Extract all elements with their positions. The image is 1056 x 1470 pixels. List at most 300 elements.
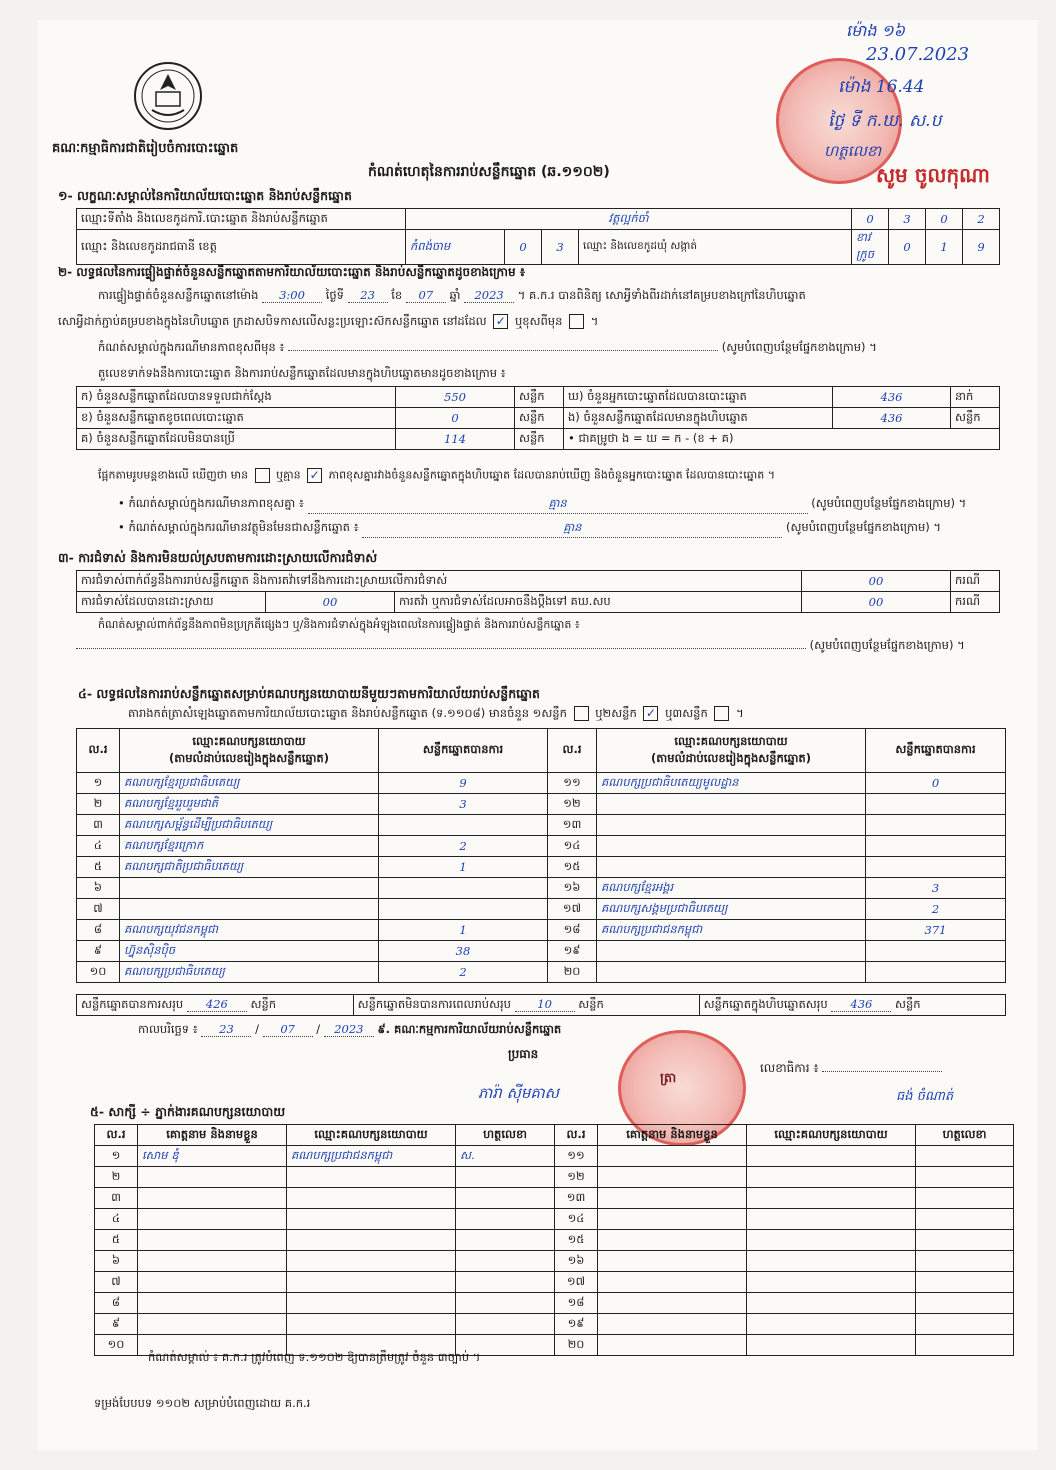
witness-row	[95, 1188, 1014, 1209]
witness-signature[interactable]	[916, 1272, 1014, 1293]
witness-name	[138, 1314, 287, 1335]
witness-number: ៩	[95, 1314, 138, 1335]
stamp-time: ម៉ោង 16.44	[838, 77, 925, 97]
s2-note2-hint: (សូមបំពេញបន្ថែមផ្នែកខាងក្រោម) ។	[811, 496, 967, 510]
result-row	[77, 836, 1006, 857]
s3-note-line	[76, 638, 1000, 655]
witness-party[interactable]	[747, 1146, 916, 1167]
party-number: ៦	[77, 878, 120, 899]
s2-note3-label: • កំណត់សម្គាល់ក្នុងករណីមានវត្ថុមិនមែនជាសន្លឹកឆ្នោត ៖	[118, 520, 359, 534]
s3-row2-unit: ករណី	[951, 592, 1000, 613]
result-row	[77, 878, 1006, 899]
party-name	[597, 962, 866, 983]
stamp-time-label: ម៉ោង ១៦	[846, 21, 905, 40]
party-name	[597, 857, 866, 878]
s2-intro: តួលេខទាក់ទងនឹងការបោះឆ្នោត និងការរាប់សន្លឹកឆ្នោតដែលមានក្នុងហិបឆ្នោតមានដូចខាងក្រោម ៖	[98, 366, 506, 380]
party-votes	[866, 962, 1006, 983]
witness-name[interactable]	[598, 1209, 747, 1230]
s1-commune: ខាវក្រូច	[852, 230, 889, 265]
seal-word: ត្រា	[660, 1071, 677, 1086]
nec-logo	[132, 60, 204, 132]
s2-row-b-value: 0	[396, 408, 515, 429]
w-col-sig: ហត្ថលេខា	[456, 1125, 555, 1146]
party-number: ៥	[77, 857, 120, 878]
party-number: ៧	[77, 899, 120, 920]
witness-signature[interactable]	[916, 1335, 1014, 1356]
s3-row1-unit: ករណី	[951, 571, 1000, 592]
s1-com-code1: 0	[889, 230, 926, 265]
col-party-sub-2: (តាមលំដាប់លេខរៀងក្នុងសន្លឹកឆ្នោត)	[651, 750, 811, 765]
stamp-signature: ហត្ថលេខា	[824, 142, 882, 160]
col-party-sub: (តាមលំដាប់លេខរៀងក្នុងសន្លឹកឆ្នោត)	[169, 750, 329, 765]
witness-name[interactable]	[598, 1146, 747, 1167]
result-row	[77, 941, 1006, 962]
date-year: 2023	[324, 1022, 374, 1037]
witness-name	[138, 1209, 287, 1230]
s2-year: 2023	[464, 288, 514, 303]
s3-row2-value-b: 00	[802, 592, 951, 613]
witness-party	[287, 1293, 456, 1314]
s2-row-c	[77, 429, 1000, 450]
party-name: គណបក្សប្រជាធិបតេយ្យមូលដ្ឋាន	[597, 773, 866, 794]
witness-party[interactable]	[747, 1314, 916, 1335]
one-sheet-checkbox[interactable]	[574, 706, 589, 721]
witness-row	[95, 1293, 1014, 1314]
party-name	[597, 836, 866, 857]
s2-row-c-value: 114	[396, 429, 515, 450]
s4-sub-c: ឬ៣សន្លឹក	[665, 706, 708, 720]
witness-signature[interactable]	[916, 1146, 1014, 1167]
witness-signature	[456, 1209, 555, 1230]
w-col-name-2: គោត្តនាម និងនាមខ្លួន	[598, 1125, 747, 1146]
s2-note1-field[interactable]	[288, 350, 718, 351]
witness-number: ១៦	[555, 1251, 598, 1272]
section3-table	[76, 570, 1000, 613]
witness-party[interactable]	[747, 1209, 916, 1230]
party-name: គណបក្សប្រជាធិបតេយ្យ	[120, 962, 379, 983]
witness-name[interactable]	[598, 1293, 747, 1314]
total-invalid	[353, 995, 699, 1016]
witness-row	[95, 1209, 1014, 1230]
s2-counts-table	[76, 386, 1000, 450]
party-votes	[866, 836, 1006, 857]
two-sheet-checkbox[interactable]: ✓	[643, 706, 658, 721]
witness-party	[287, 1167, 456, 1188]
different-checkbox[interactable]	[569, 314, 584, 329]
party-votes: 3	[379, 794, 548, 815]
witness-name[interactable]	[598, 1314, 747, 1335]
result-row	[77, 899, 1006, 920]
form-footer: ទម្រង់បែបបទ ១១០២ សម្រាប់បំពេញដោយ គ.ក.រ	[94, 1396, 311, 1410]
witness-number: ៨	[95, 1293, 138, 1314]
s1-code4: 2	[963, 209, 1000, 230]
s2-text-d: ឆ្នាំ	[449, 288, 461, 302]
totals-table	[76, 994, 1006, 1016]
party-name: គណបក្សខ្មែរអង្គរ	[597, 878, 866, 899]
results-body	[77, 773, 1006, 983]
witness-number: ១៥	[555, 1230, 598, 1251]
party-number: ៤	[77, 836, 120, 857]
col-party	[120, 729, 379, 773]
chief-label: ប្រធាន	[508, 1047, 539, 1061]
s2-time: 3:00	[262, 288, 322, 303]
s2-row-b-label: ខ) ចំនួនសន្លឹកឆ្នោតខូចពេលបោះឆ្នោត	[77, 408, 396, 429]
s2-row-d-value: 436	[833, 387, 951, 408]
party-number: ១២	[548, 794, 597, 815]
total-valid	[77, 995, 354, 1016]
party-number: ១៣	[548, 815, 597, 836]
footnote: កំណត់សម្គាល់ ៖ គ.ក.រ ត្រូវបំពេញ ទ.១១០២ ឱ្យបានត្រឹមត្រូវ ចំនួន ៣ច្បាប់ ។	[148, 1350, 481, 1364]
org-name: គណៈកម្មាធិការជាតិរៀបចំការបោះឆ្នោត	[52, 141, 239, 156]
witness-signature	[456, 1293, 555, 1314]
party-votes	[866, 941, 1006, 962]
witness-signature[interactable]	[916, 1167, 1014, 1188]
witness-signature	[456, 1251, 555, 1272]
witness-table	[94, 1124, 1014, 1356]
party-number: ៣	[77, 815, 120, 836]
witness-name	[138, 1293, 287, 1314]
witness-name[interactable]	[598, 1335, 747, 1356]
s2-day: 23	[348, 288, 388, 303]
witness-name	[138, 1167, 287, 1188]
party-votes: 371	[866, 920, 1006, 941]
witness-row	[95, 1167, 1014, 1188]
w-col-no: ល.រ	[95, 1125, 138, 1146]
party-number: ១៤	[548, 836, 597, 857]
secretary-sign-field[interactable]	[822, 1071, 942, 1072]
witness-name	[138, 1230, 287, 1251]
witness-signature: ស.	[456, 1146, 555, 1167]
secretary-name: ធង់ ចំណាត់	[896, 1089, 954, 1104]
s2-line1	[98, 288, 806, 305]
witness-party[interactable]	[747, 1188, 916, 1209]
witness-name: សោម ឌុំ	[138, 1146, 287, 1167]
s2-row-d-label: ឃ) ចំនួនអ្នកបោះឆ្នោតដែលបានបោះឆ្នោត	[564, 387, 833, 408]
party-number: ២	[77, 794, 120, 815]
witness-row	[95, 1251, 1014, 1272]
witness-number: ៥	[95, 1230, 138, 1251]
party-name: គណបក្សខ្មែរប្រជាធិបតេយ្យ	[120, 773, 379, 794]
party-votes: 2	[379, 836, 548, 857]
witness-number: ១៨	[555, 1293, 598, 1314]
result-row	[77, 920, 1006, 941]
stamp-date: 23.07.2023	[866, 44, 970, 65]
w-col-party-2: ឈ្មោះគណបក្សនយោបាយ	[747, 1125, 916, 1146]
party-votes	[379, 878, 548, 899]
total-valid-label: សន្លឹកឆ្នោតបានការសរុប	[81, 996, 184, 1011]
party-name	[120, 878, 379, 899]
s1-prov-code2: 3	[542, 230, 579, 265]
section2-heading: ២- លទ្ធផលនៃការផ្ទៀងផ្ទាត់ចំនួនសន្លឹកឆ្នោតតាមការិយាល័យបោះឆ្នោត និងរាប់សន្លឹកឆ្នោតដូចខាងក្រោម ៖	[58, 265, 526, 279]
party-name: គណបក្សសម្ព័ន្ធដើម្បីប្រជាធិបតេយ្យ	[120, 815, 379, 836]
col-party-2	[597, 729, 866, 773]
s1-code1: 0	[852, 209, 889, 230]
s3-note-field[interactable]	[76, 648, 806, 649]
witness-number: ៤	[95, 1209, 138, 1230]
party-number: ១០	[77, 962, 120, 983]
s2-note3	[118, 520, 941, 538]
s2-row-e-value: 436	[833, 408, 951, 429]
party-number: ១៩	[548, 941, 597, 962]
s2-row-a	[77, 387, 1000, 408]
party-votes: 3	[866, 878, 1006, 899]
party-name	[597, 815, 866, 836]
party-number: ១៧	[548, 899, 597, 920]
s1-com-code3: 9	[963, 230, 1000, 265]
s2-text-b: ថ្ងៃទី	[325, 288, 344, 302]
witness-name[interactable]	[598, 1272, 747, 1293]
w-col-no-2: ល.រ	[555, 1125, 598, 1146]
witness-number: ១៧	[555, 1272, 598, 1293]
s1-prov-code1: 0	[505, 230, 542, 265]
s2-row-a-unit: សន្លឹក	[515, 387, 564, 408]
s1-code2: 3	[889, 209, 926, 230]
witness-signature[interactable]	[916, 1293, 1014, 1314]
col-no: ល.រ	[77, 729, 120, 773]
witness-party	[287, 1314, 456, 1335]
witness-signature[interactable]	[916, 1188, 1014, 1209]
witness-row	[95, 1146, 1014, 1167]
s2-formula: • ជាគម្រូថា ង = ឃ = ក - (ខ + គ)	[564, 429, 1000, 450]
s2-opt-text: ឬខុសពីមុន	[514, 314, 563, 328]
party-name: ហ្វ៊ុនស៊ិនប៉ិច	[120, 941, 379, 962]
col-party-title-2: ឈ្មោះគណបក្សនយោបាយ	[674, 733, 788, 748]
s3-row1-value: 00	[802, 571, 951, 592]
three-sheet-checkbox[interactable]	[714, 706, 729, 721]
total-box-label: សន្លឹកឆ្នោតក្នុងហិបឆ្នោតសរុប	[703, 996, 828, 1011]
emblem-icon	[132, 60, 204, 132]
chief-signature: ភារ៉ា ស៊ីមគាស	[478, 1084, 559, 1102]
s2-verify-a: ផ្អែកតាមរូបមន្តខាងលើ ឃើញថា មាន	[98, 468, 249, 482]
s1-row1-label: ឈ្មោះទីតាំង និងលេខកូដការិ.បោះឆ្នោត និងរាប់សន្លឹកឆ្នោត	[77, 209, 406, 230]
total-invalid-value: 10	[515, 997, 575, 1012]
witness-name	[138, 1188, 287, 1209]
witness-signature[interactable]	[916, 1209, 1014, 1230]
witness-number: ២០	[555, 1335, 598, 1356]
section3-heading: ៣- ការជំទាស់ និងការមិនយល់ស្របតាមការដោះស្រាយលើការជំទាស់	[58, 550, 378, 565]
witness-party[interactable]	[747, 1230, 916, 1251]
result-row	[77, 962, 1006, 983]
witness-number: ៣	[95, 1188, 138, 1209]
section1-table	[76, 208, 1000, 265]
party-name: គណបក្សសង្គមប្រជាធិបតេយ្យ	[597, 899, 866, 920]
witness-name[interactable]	[598, 1230, 747, 1251]
total-valid-value: 426	[187, 997, 247, 1012]
stamp-line3: ថ្ងៃ ទី ក.ឃ. ស.ប	[828, 111, 942, 131]
witness-number: ១៣	[555, 1188, 598, 1209]
section4-heading: ៤- លទ្ធផលនៃការរាប់សន្លឹកឆ្នោតសម្រាប់គណបក្សនយោបាយនីមួយៗតាមការិយាល័យរាប់សន្លឹកឆ្នោត	[78, 686, 540, 701]
s2-row-d-unit: នាក់	[951, 387, 1000, 408]
party-name: គណបក្សប្រជាជនកម្ពុជា	[597, 920, 866, 941]
witness-party	[287, 1251, 456, 1272]
s2-line2: សោអ្វីដាក់ភ្ជាប់គម្របខាងក្នុងនៃហិបឆ្នោត ក្រដាសបិទកាសលើសន្លះប្រឡោះស៊កសន្លឹកឆ្នោត នៅដដែល ✓ ឬខុសពីមុន ។	[58, 314, 599, 328]
total-box-unit: សន្លឹក	[895, 996, 921, 1011]
s3-note-hint: (សូមបំពេញបន្ថែមផ្នែកខាងក្រោម) ។	[809, 638, 965, 652]
has-diff-checkbox[interactable]	[255, 468, 270, 483]
s3-row2-label: ការជំទាស់ដែលបានដោះស្រាយ	[77, 592, 266, 613]
result-row	[77, 815, 1006, 836]
s4-sub-text: តារាងកត់ត្រាសំឡេងឆ្នោតតាមការិយាល័យបោះឆ្នោត និងរាប់សន្លឹកឆ្នោត (ទ.១១០៨) មានចំនួន ១សន្លឹក	[128, 706, 567, 720]
witness-number: ១២	[555, 1167, 598, 1188]
witness-party	[287, 1230, 456, 1251]
secretary-label	[760, 1060, 942, 1078]
s1-province: កំពង់ចាម	[406, 230, 505, 265]
s2-text-e: ។ គ.ក.រ បានពិនិត្យ សោអ្វីទាំងពីរដាក់នៅគម្របខាងក្រៅនៃហិបឆ្នោត	[517, 288, 806, 302]
party-number: ២០	[548, 962, 597, 983]
s1-code3: 0	[926, 209, 963, 230]
witness-number: ៧	[95, 1272, 138, 1293]
s2-note2-label: • កំណត់សម្គាល់ក្នុងករណីមានភាពខុសគ្នា ៖	[118, 496, 304, 510]
party-votes	[379, 899, 548, 920]
s4-sub-b: ឬ២សន្លឹក	[595, 706, 637, 720]
same-checkbox[interactable]: ✓	[493, 314, 508, 329]
witness-number: ២	[95, 1167, 138, 1188]
witness-name[interactable]	[598, 1188, 747, 1209]
witness-number: ១	[95, 1146, 138, 1167]
col-votes: សន្លឹកឆ្នោតបានការ	[379, 729, 548, 773]
s2-row-c-label: គ) ចំនួនសន្លឹកឆ្នោតដែលមិនបានប្រើ	[77, 429, 396, 450]
s2-note1-label: កំណត់សម្គាល់ក្នុងករណីមានភាពខុសពីមុន ៖	[98, 340, 285, 354]
total-box	[699, 995, 1005, 1016]
party-votes: 2	[866, 899, 1006, 920]
witness-number: ១៩	[555, 1314, 598, 1335]
party-name: គណបក្សជាតិប្រជាធិបតេយ្យ	[120, 857, 379, 878]
party-votes: 0	[866, 773, 1006, 794]
col-no-2: ល.រ	[548, 729, 597, 773]
witness-name[interactable]	[598, 1251, 747, 1272]
w-col-name: គោត្តនាម និងនាមខ្លួន	[138, 1125, 287, 1146]
col-party-title: ឈ្មោះគណបក្សនយោបាយ	[192, 733, 306, 748]
party-name	[597, 941, 866, 962]
witness-number: ១១	[555, 1146, 598, 1167]
s2-note2-value: គ្មាន	[308, 496, 808, 514]
total-invalid-label: សន្លឹកឆ្នោតមិនបានការពេលរាប់សរុប	[357, 996, 511, 1011]
s2-row-a-label: ក) ចំនួនសន្លឹកឆ្នោតដែលបានទទួលជាក់ស្តែង	[77, 387, 396, 408]
s3-row2-label-b: ការតវ៉ា ឬការជំទាស់ដែលអាចនឹងប្តឹងទៅ គឃ.សប	[395, 592, 802, 613]
witness-row	[95, 1314, 1014, 1335]
s2-month: 07	[406, 288, 446, 303]
witness-name[interactable]	[598, 1167, 747, 1188]
s1-row2-label: ឈ្មោះ និងលេខកូដរាជធានី ខេត្ត	[77, 230, 406, 265]
s1-com-code2: 1	[926, 230, 963, 265]
w-col-party: ឈ្មោះគណបក្សនយោបាយ	[287, 1125, 456, 1146]
s2-note1-tail: (សូមបំពេញបន្ថែមផ្នែកខាងក្រោម) ។	[721, 340, 877, 354]
party-votes: 2	[379, 962, 548, 983]
witness-party[interactable]	[747, 1335, 916, 1356]
s2-row-e-unit: សន្លឹក	[951, 408, 1000, 429]
witness-party[interactable]	[747, 1167, 916, 1188]
s4-sub: តារាងកត់ត្រាសំឡេងឆ្នោតតាមការិយាល័យបោះឆ្នោត និងរាប់សន្លឹកឆ្នោត (ទ.១១០៨) មានចំនួន ១សន្លឹក ឬ២សន្លឹក ✓ ឬ៣សន្លឹក ។	[128, 706, 744, 720]
party-name: គណបក្សខ្មែររួបរួមជាតិ	[120, 794, 379, 815]
result-row	[77, 773, 1006, 794]
results-table	[76, 728, 1006, 983]
total-box-value: 436	[831, 997, 891, 1012]
witness-party	[287, 1209, 456, 1230]
result-row	[77, 794, 1006, 815]
s3-note: កំណត់សម្គាល់ពាក់ព័ន្ធនឹងភាពមិនប្រក្រតីផ្សេងៗ ឬ/និងការជំទាស់ក្នុងអំឡុងពេលនៃការផ្ទៀងផ្ទាត់ និងការរាប់សន្លឹកឆ្នោត ៖	[98, 618, 580, 631]
received-text: សូម ចូលកុណា	[876, 163, 990, 187]
section5-heading: ៥- សាក្សី ÷ ភ្នាក់ងារគណបក្សនយោបាយ	[90, 1104, 286, 1119]
party-number: ៩	[77, 941, 120, 962]
witness-number: ៦	[95, 1251, 138, 1272]
witness-party[interactable]	[747, 1272, 916, 1293]
s2-verify-b: ឬគ្មាន	[276, 468, 301, 482]
date-day: 23	[201, 1022, 251, 1037]
party-votes	[866, 794, 1006, 815]
s2-row-b-unit: សន្លឹក	[515, 408, 564, 429]
party-number: ១៦	[548, 878, 597, 899]
party-number: ៨	[77, 920, 120, 941]
s1-row1-value: វត្តល្អក់ចាំ	[406, 209, 852, 230]
witness-body	[95, 1146, 1014, 1356]
witness-number: ១០	[95, 1335, 138, 1356]
s2-note1	[98, 340, 877, 357]
party-number: ១	[77, 773, 120, 794]
secretary-text: លេខាធិការ ៖	[760, 1061, 819, 1075]
s2-note3-hint: (សូមបំពេញបន្ថែមផ្នែកខាងក្រោម) ។	[785, 520, 942, 534]
s2-row-e-label: ង) ចំនួនសន្លឹកឆ្នោតដែលមានក្នុងហិបឆ្នោត	[564, 408, 833, 429]
s2-line2-text: សោអ្វីដាក់ភ្ជាប់គម្របខាងក្នុងនៃហិបឆ្នោត ក្រដាសបិទកាសលើសន្លះប្រឡោះស៊កសន្លឹកឆ្នោត នៅដដែល	[58, 314, 487, 328]
party-votes	[866, 815, 1006, 836]
date-month: 07	[263, 1022, 313, 1037]
party-number: ១១	[548, 773, 597, 794]
party-votes	[379, 815, 548, 836]
form-title: កំណត់ហេតុនៃការរាប់សន្លឹកឆ្នោត (ឆ.១១០២)	[368, 164, 610, 180]
witness-row	[95, 1272, 1014, 1293]
s2-note3-value: គ្មាន	[362, 520, 782, 538]
s1-commune-label: ឈ្មោះ និងលេខកូដឃុំ សង្កាត់	[579, 230, 852, 265]
committee-label: ៩. គណៈកម្មការការិយាល័យរាប់សន្លឹកឆ្នោត	[377, 1022, 562, 1036]
witness-name	[138, 1272, 287, 1293]
witness-signature	[456, 1230, 555, 1251]
no-diff-checkbox[interactable]: ✓	[307, 468, 322, 483]
party-votes: 1	[379, 857, 548, 878]
total-valid-unit: សន្លឹក	[250, 996, 277, 1011]
witness-number: ១៤	[555, 1209, 598, 1230]
witness-signature[interactable]	[916, 1251, 1014, 1272]
s2-row-c-unit: សន្លឹក	[515, 429, 564, 450]
party-name	[120, 899, 379, 920]
s2-row-a-value: 550	[396, 387, 515, 408]
party-votes	[866, 857, 1006, 878]
witness-signature	[456, 1272, 555, 1293]
form-sheet	[38, 20, 1038, 1450]
section1-heading: ១- លក្ខណៈសម្គាល់នៃការិយាល័យបោះឆ្នោត និងរាប់សន្លឹកឆ្នោត	[58, 188, 352, 203]
witness-party	[287, 1188, 456, 1209]
s2-verify	[98, 468, 775, 485]
s3-row2-value: 00	[266, 592, 395, 613]
party-number: ១៨	[548, 920, 597, 941]
col-votes-2: សន្លឹកឆ្នោតបានការ	[866, 729, 1006, 773]
date-label: កាលបរិច្ឆេទ ៖	[138, 1022, 198, 1036]
witness-row	[95, 1230, 1014, 1251]
witness-signature	[456, 1188, 555, 1209]
witness-party[interactable]	[747, 1251, 916, 1272]
w-col-sig-2: ហត្ថលេខា	[916, 1125, 1014, 1146]
witness-signature[interactable]	[916, 1314, 1014, 1335]
witness-party: គណបក្សប្រជាជនកម្ពុជា	[287, 1146, 456, 1167]
s2-text-a: ការផ្ទៀងផ្ទាត់ចំនួនសន្លឹកឆ្នោតនៅម៉ោង	[98, 288, 259, 302]
party-votes: 9	[379, 773, 548, 794]
s2-note2	[118, 496, 966, 514]
witness-party	[287, 1272, 456, 1293]
witness-signature[interactable]	[916, 1230, 1014, 1251]
s2-text-c: ខែ	[391, 288, 403, 302]
s3-row1-label: ការជំទាស់ពាក់ព័ន្ធនឹងការរាប់សន្លឹកឆ្នោត និងការតវ៉ាទៅនឹងការដោះស្រាយលើការជំទាស់	[77, 571, 802, 592]
result-row	[77, 857, 1006, 878]
witness-party[interactable]	[747, 1293, 916, 1314]
party-votes: 38	[379, 941, 548, 962]
